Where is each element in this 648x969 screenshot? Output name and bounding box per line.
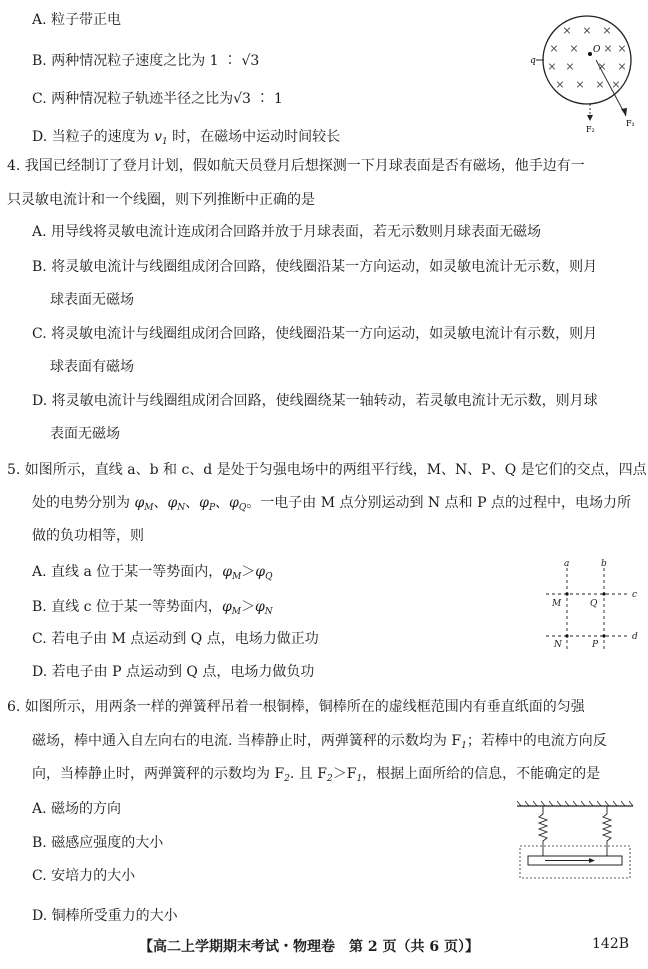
label-n: N: [554, 640, 562, 650]
q4-stem-line-1: 4. 我国已经制订了登月计划，假如航天员登月后想探测一下月球表面是否有磁场，他手边有一: [7, 158, 585, 174]
page-footer: [0, 936, 648, 956]
label-q: q: [530, 56, 536, 66]
q5-stem-line-2: 处的电势分别为 $\varphi_M$、$\varphi_N$、$\varphi_P$、$\varphi_Q$。一电子由 M 点分别运动到 N 点和 P 点的过程中，电场力所: [32, 495, 631, 513]
label-d: d: [632, 632, 638, 642]
svg-text:×: ×: [575, 78, 585, 91]
q4-option-c-line-1: C. 将灵敏电流计与线圈组成闭合回路，使线圈沿某一方向运动，如灵敏电流计有示数，则月: [32, 326, 598, 342]
q5-option-a: A. 直线 a 位于某一等势面内，$\varphi_M>\varphi_Q$: [32, 564, 273, 582]
q3-option-d: D. 当粒子的速度为 $v_1$ 时，在磁场中运动时间较长: [32, 129, 341, 147]
label-p: P: [592, 640, 599, 650]
q6-stem-line-1: 6. 如图所示，用两条一样的弹簧秤吊着一根铜棒，铜棒所在的虚线框范围内有垂直纸面的匀强: [7, 699, 585, 715]
q6-option-a: A. 磁场的方向: [32, 801, 122, 817]
label-f1: F₁: [626, 119, 635, 128]
q4-stem-line-2: 只灵敏电流计和一个线圈，则下列推断中正确的是: [7, 192, 315, 208]
svg-text:×: ×: [547, 60, 557, 73]
svg-text:×: ×: [569, 42, 579, 55]
footer-title: 【高二上学期期末考试・物理卷 第 2 页（共 6 页）】: [139, 939, 479, 955]
label-q: Q: [590, 599, 598, 609]
q5-option-d: D. 若电子由 P 点运动到 Q 点，电场力做负功: [32, 664, 315, 680]
q6-option-b: B. 磁感应强度的大小: [32, 835, 164, 851]
q5-option-b: B. 直线 c 位于某一等势面内，$\varphi_M>\varphi_N$: [32, 599, 273, 617]
q5-option-c: C. 若电子由 M 点运动到 Q 点，电场力做正功: [32, 631, 319, 647]
q4-option-d-line-2: 表面无磁场: [50, 426, 120, 442]
right-spring-scale: [603, 806, 611, 860]
label-f2: F₂: [586, 125, 595, 134]
q5-stem-line-3: 做的负功相等，则: [32, 528, 144, 544]
q3-magnetic-field-figure: [530, 8, 640, 138]
q4-option-b-line-2: 球表面无磁场: [50, 292, 134, 308]
q3-option-a: A. 粒子带正电: [32, 12, 122, 28]
footer-code: 142B: [592, 936, 630, 952]
q6-spring-rod-figure: [515, 800, 645, 885]
q4-option-c-line-2: 球表面有磁场: [50, 359, 134, 375]
label-a: a: [564, 559, 570, 569]
label-c: c: [632, 590, 638, 600]
svg-text:×: ×: [602, 24, 612, 37]
q5-stem-line-1: 5. 如图所示，直线 a、b 和 c、d 是处于匀强电场中的两组平行线，M、N、P、Q 是它们的交点，四点: [7, 462, 647, 478]
q3-option-c: C. 两种情况粒子轨迹半径之比为√3 ∶ 1: [32, 91, 283, 107]
label-m: M: [552, 599, 562, 609]
center-point-o: [588, 52, 592, 56]
label-o: O: [593, 45, 601, 55]
svg-text:×: ×: [595, 78, 605, 91]
q4-option-a: A. 用导线将灵敏电流计连成闭合回路并放于月球表面，若无示数则月球表面无磁场: [32, 224, 542, 240]
svg-text:×: ×: [597, 60, 607, 73]
q5-parallel-lines-figure: [540, 558, 645, 658]
svg-text:×: ×: [549, 42, 559, 55]
q6-option-d: D. 铜棒所受重力的大小: [32, 908, 178, 924]
svg-text:×: ×: [617, 42, 627, 55]
q6-stem-line-3: 向，当棒静止时，两弹簧秤的示数均为 $F_2$. 且 $F_2>F_1$，根据上面所给的信息，不能确定的是: [32, 766, 601, 784]
svg-text:×: ×: [555, 78, 565, 91]
q4-option-d-line-1: D. 将灵敏电流计与线圈组成闭合回路，使线圈绕某一轴转动，若灵敏电流计无示数，则月球: [32, 393, 598, 409]
q6-stem-line-2: 磁场，棒中通入自左向右的电流. 当棒静止时，两弹簧秤的示数均为 $F_1$；若棒中的电流方向反: [32, 733, 607, 751]
svg-text:×: ×: [565, 60, 575, 73]
svg-text:×: ×: [603, 42, 613, 55]
left-spring-scale: [539, 806, 547, 860]
label-b: b: [601, 559, 607, 569]
q4-option-b-line-1: B. 将灵敏电流计与线圈组成闭合回路，使线圈沿某一方向运动，如灵敏电流计无示数，则月: [32, 259, 598, 275]
svg-text:×: ×: [562, 24, 572, 37]
field-cross-marks: [547, 24, 626, 91]
svg-text:×: ×: [617, 60, 627, 73]
q6-option-c: C. 安培力的大小: [32, 868, 136, 884]
q3-option-b: B. 两种情况粒子速度之比为 1 ∶ √3: [32, 53, 260, 69]
svg-text:×: ×: [611, 78, 621, 91]
svg-text:×: ×: [582, 24, 592, 37]
